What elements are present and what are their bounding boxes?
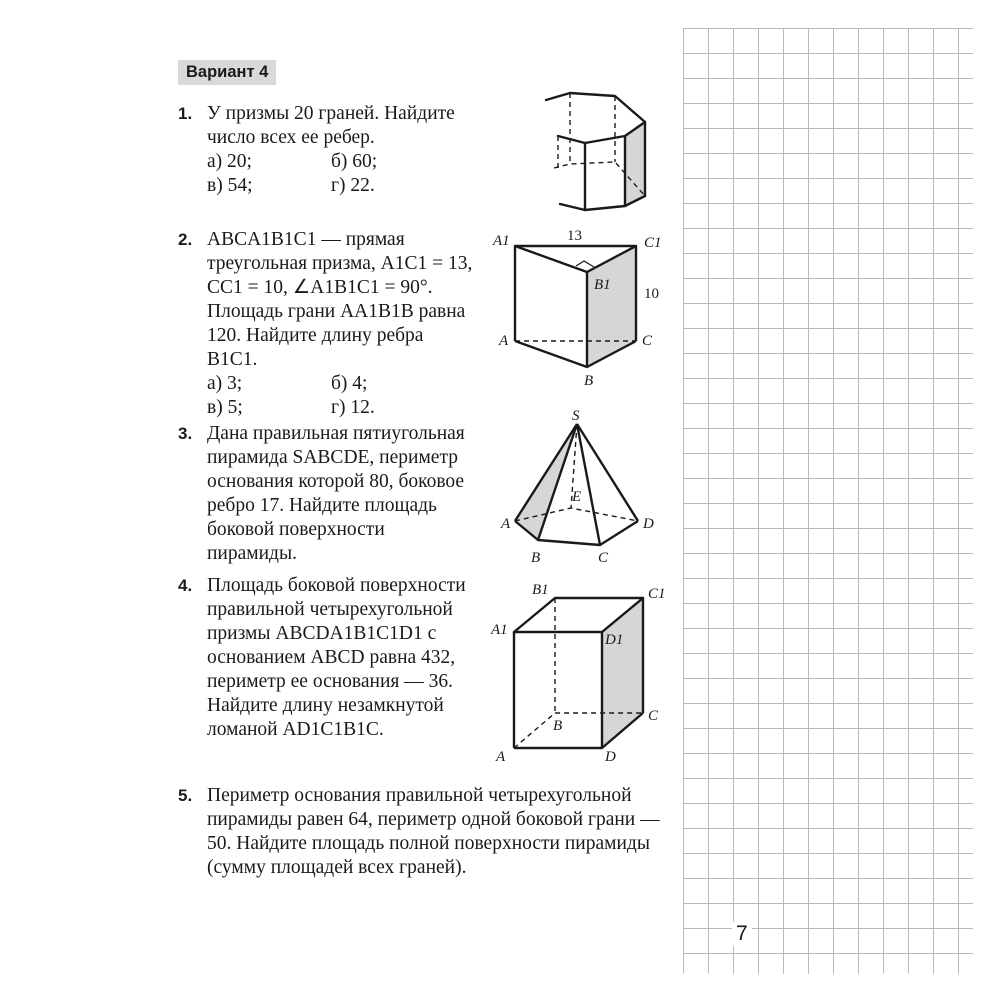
vertex-label-d: D xyxy=(643,516,654,532)
problem-text: У призмы 20 граней. Найдите число всех ее ребер. xyxy=(207,103,455,148)
vertex-label-c1: C1 xyxy=(648,586,666,602)
prism-figure-1 xyxy=(540,88,660,218)
answer-row xyxy=(207,396,478,420)
vertex-label-c: C xyxy=(648,708,659,724)
problem-4 xyxy=(178,574,478,742)
answer-row xyxy=(207,174,478,198)
problem-number: 2. xyxy=(178,230,193,249)
graph-paper-margin xyxy=(683,28,973,974)
pyramid-figure-3 xyxy=(495,408,665,568)
vertex-label-b1: B1 xyxy=(594,277,611,293)
vertex-label-b: B xyxy=(531,550,541,566)
vertex-label-e: E xyxy=(572,489,582,505)
vertex-label-d: D xyxy=(605,749,616,765)
problem-2 xyxy=(178,228,478,420)
vertex-label-a1: A1 xyxy=(491,622,508,638)
problem-text: ABCA1B1C1 — прямая треугольная призма, A1C1 = 13, CC1 = 10, ∠A1B1C1 = 90°. Площадь грани AA1B1B равна 120. Найдите длину ребра B1C1. xyxy=(207,229,473,370)
vertex-label-a: A xyxy=(501,516,511,532)
problem-text: Площадь боковой поверхности правильной четырехугольной призмы ABCDA1B1C1D1 с основанием ABCD равна 432, периметр ее основания — 36. Найдите длину незамкнутой ломаной AD1C1B1C. xyxy=(207,575,466,740)
prism-figure-4 xyxy=(488,578,673,768)
vertex-label-a: A xyxy=(499,333,509,349)
vertex-label-a: A xyxy=(496,749,506,765)
problem-text: Периметр основания правильной четырехугольной пирамиды равен 64, периметр одной боковой грани — 50. Найдите площадь полной поверхности пирамиды (сумму площадей всех граней). xyxy=(207,785,660,878)
answer-option: в) 5; xyxy=(207,397,243,418)
problem-number: 1. xyxy=(178,104,193,123)
vertex-label-d1: D1 xyxy=(605,632,624,648)
vertex-label-c: C xyxy=(598,550,609,566)
answer-option: г) 22. xyxy=(331,175,375,196)
answer-option: а) 3; xyxy=(207,373,243,394)
vertex-label-b: B xyxy=(584,373,594,389)
problem-3 xyxy=(178,422,478,566)
answer-option: б) 4; xyxy=(331,373,368,394)
vertex-label-c1: C1 xyxy=(644,235,662,251)
problem-1 xyxy=(178,102,478,198)
answer-option: г) 12. xyxy=(331,397,375,418)
vertex-label-b: B xyxy=(553,718,563,734)
answer-option: а) 20; xyxy=(207,151,252,172)
edge-label-10: 10 xyxy=(644,286,659,302)
edge-label-13: 13 xyxy=(567,228,582,244)
problem-5 xyxy=(178,784,678,880)
page-number: 7 xyxy=(732,922,752,946)
problem-number: 4. xyxy=(178,576,193,595)
vertex-label-s: S xyxy=(572,408,580,424)
variant-label: Вариант 4 xyxy=(178,60,276,85)
answer-option: в) 54; xyxy=(207,175,253,196)
problem-number: 5. xyxy=(178,786,193,805)
problem-text: Дана правильная пятиугольная пирамида SABCDE, периметр основания которой 80, боковое ребро 17. Найдите площадь боковой поверхности пирамиды. xyxy=(207,423,465,564)
answer-option: б) 60; xyxy=(331,151,378,172)
prism-figure-2 xyxy=(490,225,670,390)
vertex-label-b1: B1 xyxy=(532,582,549,598)
answer-row xyxy=(207,372,478,396)
answer-row xyxy=(207,150,478,174)
vertex-label-c: C xyxy=(642,333,653,349)
vertex-label-a1: A1 xyxy=(493,233,510,249)
problem-number: 3. xyxy=(178,424,193,443)
